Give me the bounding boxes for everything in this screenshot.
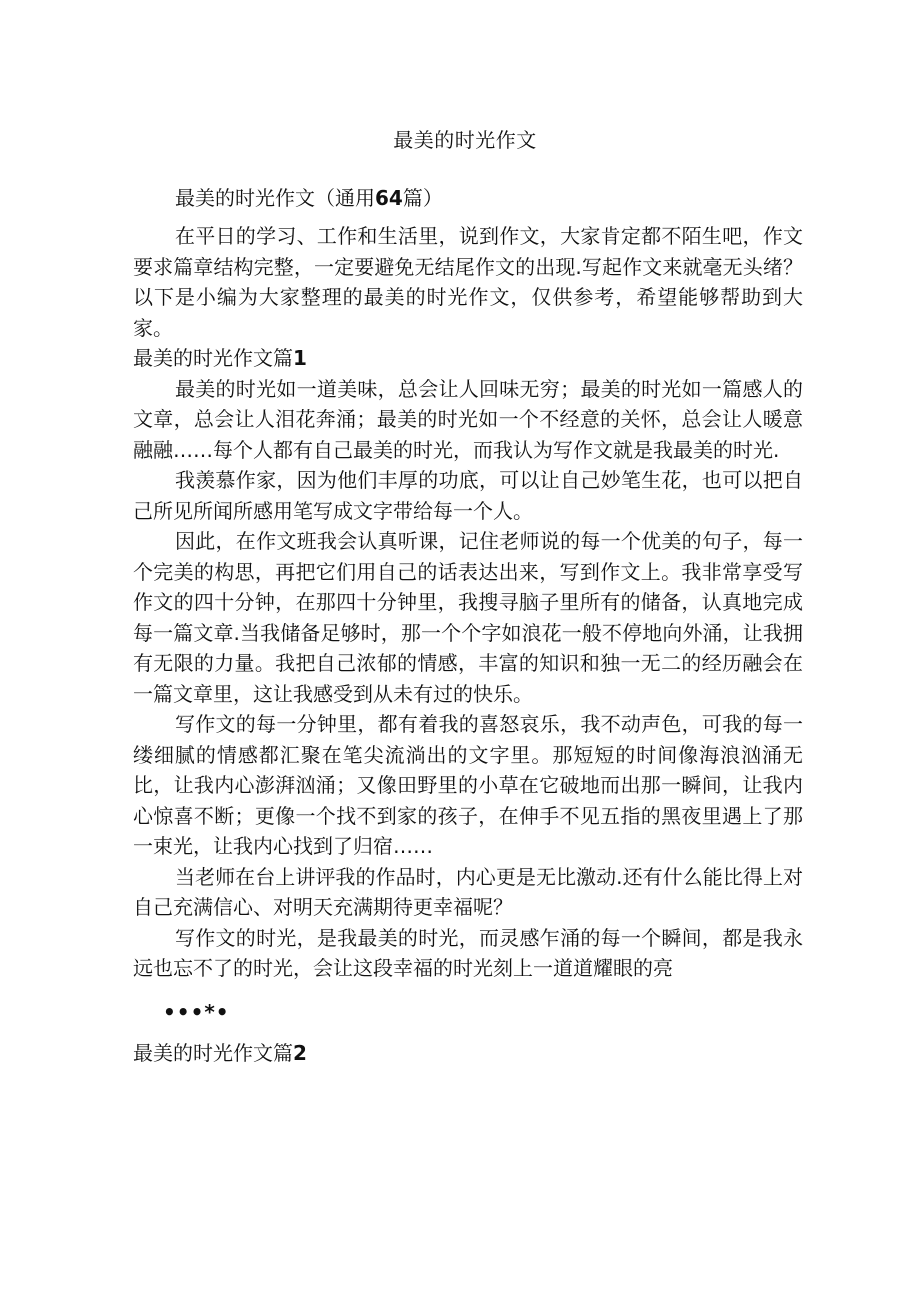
subtitle-text: 最美的时光作文（通用 <box>175 186 375 210</box>
document-body <box>133 221 803 1068</box>
section-1-paragraph-2: 我羡慕作家，因为他们丰厚的功底，可以让自己妙笔生花，也可以把自己所见所闻所感用笔写成文字带给每一个人。 <box>133 468 803 523</box>
section-heading-number: 1 <box>293 346 307 370</box>
section-1-paragraph-3: 因此，在作文班我会认真听课，记住老师说的每一个优美的句子，每一个完美的构思，再把它们用自己的话表达出来，写到作文上。我非常享受写作文的四十分钟，在那四十分钟里，我搜寻脑子里所有的储备，认真地完成每一篇文章.当我储备足够时，那一个个字如浪花一般不停地向外涌，让我拥有无限的力量。我把自己浓郁的情感，丰富的知识和独一无二的经历融会在一篇文章里，这让我感受到从未有过的快乐。 <box>133 529 803 706</box>
section-heading-1 <box>133 343 803 374</box>
section-heading-text: 最美的时光作文篇 <box>133 1040 293 1065</box>
section-1-paragraph-4: 写作文的每一分钟里，都有着我的喜怒哀乐，我不动声色，可我的每一缕细腻的情感都汇聚在笔尖流淌出的文字里。那短短的时间像海浪汹涌无比，让我内心澎湃汹涌；又像田野里的小草在它破地而出那一瞬间，让我内心惊喜不断；更像一个找不到家的孩子，在伸手不见五指的黑夜里遇上了那一束光，让我内心找到了归宿…… <box>133 712 803 858</box>
section-1-paragraph-1: 最美的时光如一道美味，总会让人回味无穷；最美的时光如一篇感人的文章，总会让人泪花奔涌；最美的时光如一个不经意的关怀，总会让人暖意融融……每个人都有自己最美的时光，而我认为写作文就是我最美的时光. <box>133 376 803 462</box>
section-heading-number: 2 <box>293 1040 307 1065</box>
section-heading-text: 最美的时光作文篇 <box>133 346 293 370</box>
section-1-paragraph-6: 写作文的时光，是我最美的时光，而灵感乍涌的每一个瞬间，都是我永远也忘不了的时光，会让这段幸福的时光刻上一道道耀眼的亮 <box>133 925 803 980</box>
intro-paragraph: 在平日的学习、工作和生活里，说到作文，大家肯定都不陌生吧，作文要求篇章结构完整，一定要避免无结尾作文的出现.写起作文来就毫无头绪？以下是小编为大家整理的最美的时光作文，仅供参考，希望能够帮助到大家。 <box>133 224 803 340</box>
document-title: 最美的时光作文 <box>393 128 537 152</box>
subtitle-count: 64 <box>375 186 403 210</box>
continuation-mark: •••*• <box>163 999 230 1024</box>
document-subtitle <box>175 183 443 213</box>
subtitle-suffix: 篇） <box>402 186 443 210</box>
section-heading-2 <box>133 1038 803 1069</box>
section-1-paragraph-5: 当老师在台上讲评我的作品时，内心更是无比激动.还有什么能比得上对自己充满信心、对明天充满期待更幸福呢？ <box>133 864 803 919</box>
